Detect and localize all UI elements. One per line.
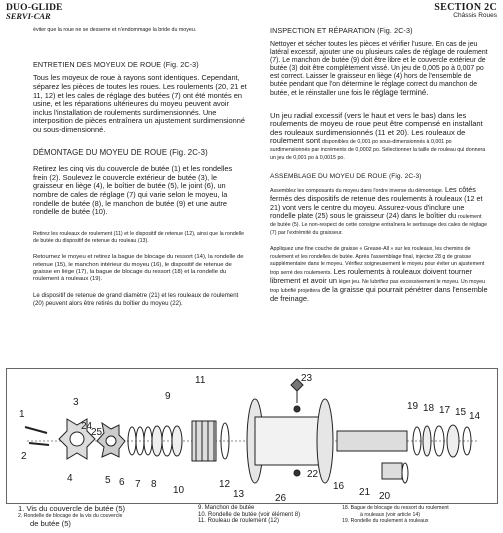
paragraph: Retirez les cinq vis du couvercle de butée (1) et les rondelles frein (2). Soulevez le couvercle extérieur de butée (3), le graisseur en liège (4), le boîtier de butée (5), le joint (6), un nombre de cales de réglage (7) qui varie selon le moyeu, la rondelle de butée (8), le manchon de butée (9) et une autre rondelle de butée (10). [33, 164, 233, 217]
callout-15: 15 [455, 407, 467, 418]
paragraph: éviter que la roue ne se desserre et n'endommage la bride du moyeu. [33, 27, 197, 33]
callout-23: 23 [301, 373, 313, 384]
legend-column-2 [198, 505, 333, 525]
callout-17: 17 [439, 405, 451, 416]
paragraph-text: roulement de butée (5). Le non-respect de cette consigne entraînera le sertissage des cales de réglage (7) par l'extrémité du graisseur. [270, 214, 488, 236]
paragraph: Le dispositif de retenue de grand diamètre (21) et les rouleaux de roulement (20) peuvent alors être retirés du boîtier du moyeu (22). [33, 292, 239, 307]
paragraph-text: Un jeu radial excessif (vers le haut et vers le bas) dans les roulements de moyeu de roue peut être compensé en installant des rouleaux surdimensionnés (11 et 20). Les rouleaux de roulement sont [270, 110, 483, 146]
paragraph: Tous les moyeux de roue à rayons sont identiques. Cependant, séparez les pièces de toutes les roues. Les roulements (20, 21 et 11, 12) et les cales de réglage des butées (7) ont été montés en usine, et les réparations ultérieures du moyeu peuvent avoir inclus l'installation de roulements surdimensionnés. Une interposition de pièces entraînera un ajustement surdimensionné ou sous-dimensionné. [33, 73, 247, 134]
callout-21: 21 [359, 487, 371, 498]
callout-20: 20 [379, 491, 391, 502]
callout-1: 1 [19, 409, 25, 420]
legend-item: de butée (5) [30, 518, 71, 528]
paragraph-text: léger jeu. Ne lubrifiez pas excessivement le moyeu. Un moyeu trop lubrifié projettera [270, 278, 486, 294]
section-heading: INSPECTION ET RÉPARATION (Fig. 2C-3) [270, 26, 413, 35]
left-column [33, 27, 247, 314]
paragraph: Retournez le moyeu et retirez la bague de blocage du ressort (14), la rondelle de retenue (15), le manchon intérieur du moyeu (16), le dispositif de retenue de graisse en liège (17), la bague de blocage du ressort (18) et la rondelle du roulement à rouleaux (19). [33, 254, 244, 282]
callout-4: 4 [67, 473, 73, 484]
callout-5: 5 [105, 475, 111, 486]
callout-8: 8 [151, 479, 157, 490]
legend-item: 19. Rondelle du roulement à rouleaux [342, 518, 429, 524]
section-heading: ENTRETIEN DES MOYEUX DE ROUE (Fig. 2C-3) [33, 59, 199, 69]
legend-item: 11. Rouleau de roulement (12) [198, 518, 279, 524]
callout-3: 3 [73, 397, 79, 408]
model-title: DUO-GLIDE [6, 3, 63, 13]
legend-item: 1. Vis du couvercle de butée (5) [18, 504, 126, 513]
model-subtitle: SERVI-CAR [6, 11, 51, 21]
section-subtitle: Châssis Roues [453, 12, 497, 19]
callout-10: 10 [173, 485, 185, 496]
callout-22: 22 [307, 469, 319, 480]
paragraph-text: Appliquez une fine couche de graisse « Grease-All » sur les rouleaux, les chemins de roulement et les rondelles de butée. Après l'assemblage final, injectez 28 g de graisse supplémentaire dans le moyeu. Vérifiez soigneusement le moyeu pour éviter un ajustement trop serré des roulements. [270, 245, 485, 277]
paragraph: Retirez les rouleaux de roulement (11) et le dispositif de retenue (12), ainsi que la rondelle de butée du dispositif de retenue du rouleau (13). [33, 230, 245, 244]
paragraph-text: de la graisse qui pourrait pénétrer dans l'ensemble de freinage. [270, 284, 488, 303]
callout-6: 6 [119, 477, 125, 488]
legend-column-3 [342, 505, 492, 525]
right-column [270, 27, 488, 310]
paragraph [270, 41, 488, 98]
section-title: SECTION 2C [434, 2, 497, 13]
paragraph-text: Les côtés fermés des dispositifs de retenue des roulements à rouleaux (12 et 21) vont vers le centre du moyeu. Assurez-vous d'inclure une rondelle plate (25) sous le graisseur (24) dans le boîtier du [270, 185, 483, 221]
callout-24: 24 [81, 421, 93, 432]
paragraph [270, 186, 488, 236]
callout-13: 13 [233, 489, 245, 500]
callout-19: 19 [407, 401, 419, 412]
legend-item: 18. Bague de blocage du ressort du roulement [342, 505, 449, 511]
page-header-right [434, 4, 497, 20]
callout-2: 2 [21, 451, 27, 462]
callout-16: 16 [333, 481, 345, 492]
callout-7: 7 [135, 479, 141, 490]
callout-11: 11 [195, 375, 206, 386]
paragraph-text: Nettoyer et sécher toutes les pièces et vérifier l'usure. En cas de jeu latéral excessif, ajouter une ou plusieurs cales de réglage de roulement (7). Le manchon de butée (9) doit être libre et le couvercle extérieur de butée (3) doit être complètement vissé. Un jeu de 0,005 po à 0,007 po est correct. Laisser le graisseur en liège (4) hors de l'ensemble de butée pendant que l'on détermine le réglage correct du manchon de butée, et le réinstaller une fois [270, 40, 488, 97]
callout-14: 14 [469, 411, 481, 422]
paragraph [270, 112, 488, 162]
callout-25: 25 [91, 427, 103, 438]
legend-column-1 [18, 505, 168, 528]
legend-item: à rouleaux (voir article 14) [360, 511, 420, 518]
section-heading: ASSEMBLAGE DU MOYEU DE ROUE (Fig. 2C-3) [270, 172, 422, 180]
legend-item: 9. Manchon de butée [198, 505, 255, 511]
callout-9: 9 [165, 391, 171, 402]
callout-18: 18 [423, 403, 435, 414]
paragraph-text: Les roulements à rouleaux doivent tourner librement et avoir un [270, 267, 473, 285]
paragraph-text: disponibles de 0,001 po sous-dimensionnés à 0,001 po surdimensionnés par incréments de 0,0002 po. Sélectionner la taille de rouleau qui donnera un jeu de 0,001 po à 0,0015 po. [270, 139, 486, 161]
callout-26: 26 [275, 493, 287, 503]
paragraph [270, 245, 488, 303]
paragraph-text: Assemblez les composants du moyeu dans l'ordre inverse du démontage. [270, 188, 444, 195]
section-heading: DÉMONTAGE DU MOYEU DE ROUE (Fig. 2C-3) [33, 147, 208, 157]
callout-12: 12 [219, 479, 231, 490]
hub-exploded-view [7, 369, 497, 503]
paragraph-text: le réglage terminé. [363, 87, 429, 97]
page-header-left [6, 4, 63, 20]
legend-item: 2. Rondelle de blocage de la vis du couvercle [18, 513, 123, 519]
legend-item: 10. Rondelle de butée (voir élément 8) [198, 511, 301, 518]
exploded-hub-diagram [6, 368, 498, 504]
